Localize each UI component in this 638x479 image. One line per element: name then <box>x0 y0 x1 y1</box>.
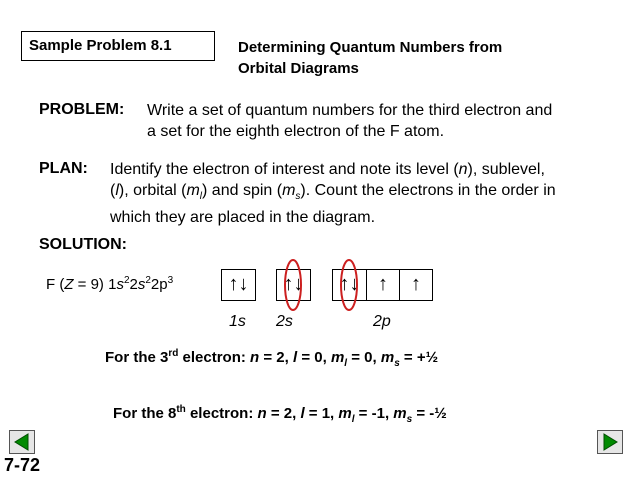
eighth-electron-result: For the 8th electron: n = 2, l = 1, $m_l = -1$, $m_s$ = -½ <box>113 404 447 425</box>
problem-line-1: Write a set of quantum numbers for the third electron and <box>147 102 553 119</box>
label-1s: 1s <box>229 313 246 330</box>
prev-button[interactable] <box>9 430 35 454</box>
electron-configuration: F (Z = 9) $1s^22s^22p^3$ <box>46 275 174 293</box>
plan-label: PLAN: <box>39 160 88 177</box>
orbital-2p-cell-3: ↑ <box>399 270 432 300</box>
orbital-2p-cell-1: ↑↓ <box>339 273 360 295</box>
label-2p: 2p <box>373 313 391 330</box>
eighth-electron-highlight <box>341 260 357 310</box>
title-line-1: Determining Quantum Numbers from <box>238 39 503 56</box>
plan-line-2: (l), orbital $(m_l)$ and spin $(m_s)$. Count the electrons in the order in <box>110 182 556 203</box>
problem-label: PROBLEM: <box>39 101 125 118</box>
orbital-2s-cell: ↑↓ <box>283 273 304 295</box>
label-2s: 2s <box>276 313 293 330</box>
orbital-2p-cell-2: ↑ <box>366 270 399 300</box>
next-button[interactable] <box>597 430 623 454</box>
plan-line-3: which they are placed in the diagram. <box>110 209 376 227</box>
solution-label: SOLUTION: <box>39 236 127 253</box>
orbital-1s-cell: ↑↓ <box>228 273 249 295</box>
sample-problem-label: Sample Problem 8.1 <box>21 31 215 61</box>
problem-line-2: a set for the eighth electron of the F atom. <box>147 123 445 140</box>
third-electron-result: For the 3rd electron: n = 2, l = 0, $m_l = 0$, $m_s$ = +½ <box>105 348 439 369</box>
title-line-2: Orbital Diagrams <box>238 60 359 77</box>
plan-line-1: Identify the electron of interest and note its level (n), sublevel, <box>110 161 545 178</box>
slide-number: 7-72 <box>4 455 41 475</box>
third-electron-highlight <box>285 260 301 310</box>
